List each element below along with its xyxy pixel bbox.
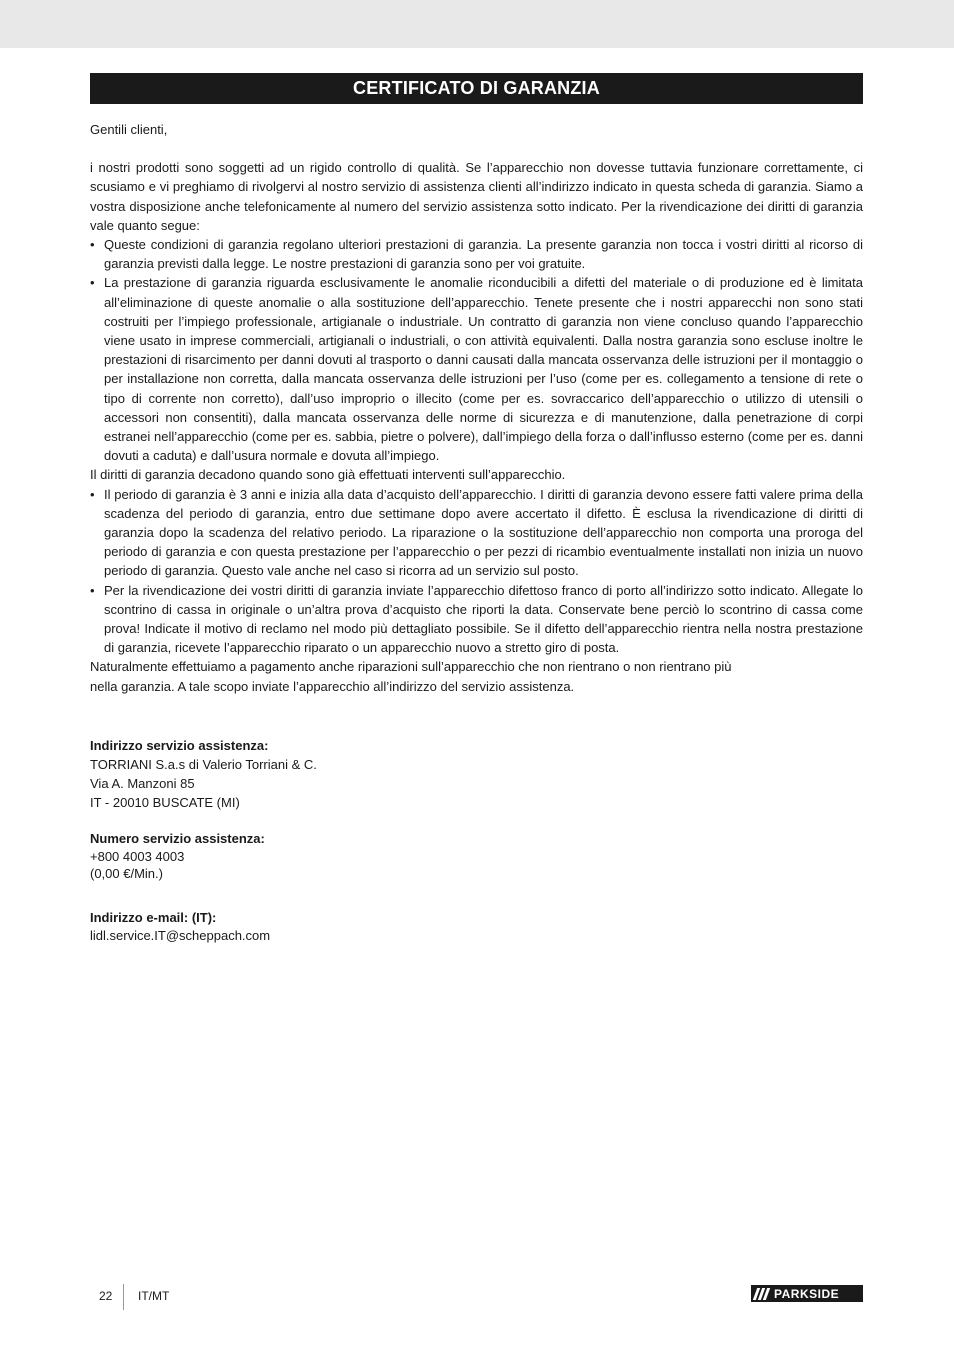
bullet-item bbox=[90, 581, 863, 658]
service-email-block bbox=[90, 909, 490, 944]
page-title: CERTIFICATO DI GARANZIA bbox=[90, 73, 863, 104]
brand-logo bbox=[751, 1285, 863, 1302]
bullet-text: La prestazione di garanzia riguarda esclusivamente le anomalie riconducibili a difetti del materiale o di produzione ed è limitata all’eliminazione di queste anomalie o alla sostituzione dell’apparecchio. Tenete presente che i nostri apparecchi non sono stati costruiti per l’impiego professionale, artigianale o industriale. Un contratto di garanzia non viene concluso quando l’apparecchio viene usato in imprese commerciali, artigianali o industriali, o con attività equivalenti. Dalla nostra garanzia sono escluse inoltre le prestazioni di risarcimento per danni dovuti al trasporto o danni causati dalla mancata osservanza delle istruzioni per il montaggio o per installazione non corretta, dalla mancata osservanza delle istruzioni per l’uso (come per es. collegamento a tensione di rete o tipo di corrente non corretto), dall’uso improprio o illecito (come per es. sovraccarico dell’apparecchio o utilizzo di utensili o accessori non consentiti), dalla mancata osservanza delle norme di sicurezza e di manutenzione, dalla penetrazione di corpi estranei nell’apparecchio (come per es. sabbia, pietre o polvere), dall’impiego della forza o dall’influsso esterno (come per es. danni dovuti a caduta) e dall’usura normale e dovuta all’impiego. bbox=[104, 275, 863, 464]
service-address-label: Indirizzo servizio assistenza: bbox=[90, 738, 269, 753]
service-phone-label: Numero servizio assistenza: bbox=[90, 831, 265, 846]
footer-divider bbox=[123, 1284, 124, 1310]
bullet-text: Per la rivendicazione dei vostri diritti di garanzia inviate l’apparecchio difettoso franco di porto all’indirizzo sotto indicato. Allegate lo scontrino di cassa in originale o un’altra prova d’acquisto che riporti la data. Conservate bene perciò lo scontrino di cassa come prova! Indicate il motivo di reclamo nel modo più dettagliato possibile. Se il difetto dell’apparecchio rientra nella nostra prestazione di garanzia, ricevete l’apparecchio riparato o un apparecchio nuovo a stretto giro di posta. bbox=[104, 582, 863, 656]
greeting: Gentili clienti, bbox=[90, 122, 168, 137]
service-address-line: TORRIANI S.a.s di Valerio Torriani & C. bbox=[90, 757, 317, 772]
page-number: 22 bbox=[99, 1289, 113, 1303]
logo-stripes-icon bbox=[755, 1288, 768, 1300]
middle-note: Il diritti di garanzia decadono quando sono già effettuati interventi sull’apparecchio. bbox=[90, 467, 566, 483]
service-address-line: Via A. Manzoni 85 bbox=[90, 776, 195, 791]
language-code: IT/MT bbox=[138, 1289, 170, 1303]
bullet-item bbox=[90, 485, 863, 581]
bullet-text: Il periodo di garanzia è 3 anni e inizia alla data d’acquisto dell’apparecchio. I diritti di garanzia devono essere fatti valere prima della scadenza del periodo di garanzia, entro due settimane dopo avere accertato il difetto. È esclusa la rivendicazione di diritti di garanzia dopo la scadenza del relativo periodo. La riparazione o la sostituzione dell’apparecchio non comporta una proroga del periodo di garanzia e con questa prestazione per l’apparecchio o per pezzi di ricambio eventualmente installati non inizia un nuovo periodo di garanzia. Questo vale anche nel caso si ricorra ad un servizio sul posto. bbox=[104, 486, 863, 579]
bullet-dot: • bbox=[90, 582, 95, 598]
intro-paragraph: i nostri prodotti sono soggetti ad un rigido controllo di qualità. Se l’apparecchio non dovesse tuttavia funzionare correttamente, ci scusiamo e vi preghiamo di rivolgervi al nostro servizio di assistenza clienti all’indirizzo indicato in questa scheda di garanzia. Siamo a vostra disposizione anche telefonicamente al numero del servizio assistenza sotto indicato. Per la rivendicazione dei diritti di garanzia vale quanto segue: bbox=[90, 160, 863, 233]
bullet-item bbox=[90, 273, 863, 465]
service-email-label: Indirizzo e-mail: (IT): bbox=[90, 910, 217, 925]
closing-line-1: Naturalmente effettuiamo a pagamento anche riparazioni sull’apparecchio che non rientrano o non rientrano più bbox=[90, 659, 732, 675]
top-margin-bar bbox=[0, 0, 954, 48]
warranty-text bbox=[90, 120, 863, 696]
service-address-block bbox=[90, 736, 490, 812]
service-address-line: IT - 20010 BUSCATE (MI) bbox=[90, 795, 240, 810]
closing-line-2: nella garanzia. A tale scopo inviate l’apparecchio all’indirizzo del servizio assistenza. bbox=[90, 678, 575, 694]
bullet-dot: • bbox=[90, 486, 95, 502]
service-phone-cost: (0,00 €/Min.) bbox=[90, 866, 163, 881]
service-email-address: lidl.service.IT@scheppach.com bbox=[90, 927, 271, 943]
service-phone-number: +800 4003 4003 bbox=[90, 848, 185, 864]
service-phone-block bbox=[90, 830, 490, 883]
bullet-item bbox=[90, 235, 863, 273]
bullet-dot: • bbox=[90, 237, 95, 253]
bullet-dot: • bbox=[90, 275, 95, 291]
bullet-text: Queste condizioni di garanzia regolano ulteriori prestazioni di garanzia. La presente garanzia non tocca i vostri diritti al ricorso di garanzia previsti dalla legge. Le nostre prestazioni di garanzia sono per voi gratuite. bbox=[104, 237, 863, 272]
brand-name: PARKSIDE bbox=[774, 1286, 840, 1301]
